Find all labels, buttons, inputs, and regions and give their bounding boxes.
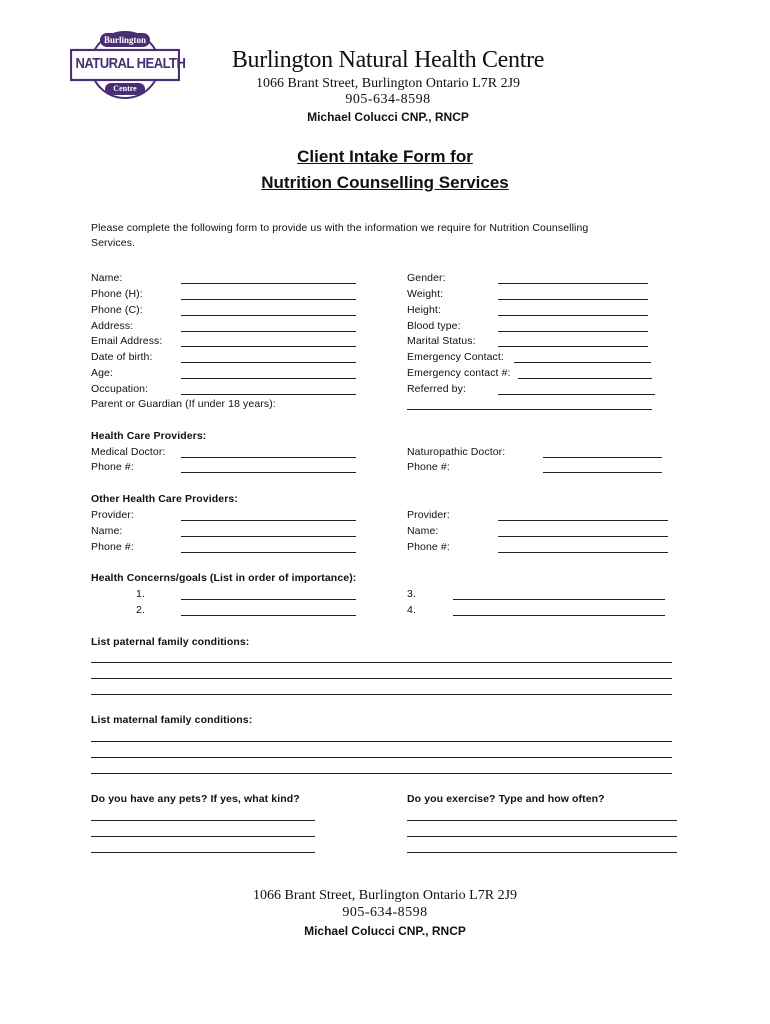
other-providers-heading: Other Health Care Providers: bbox=[91, 493, 238, 505]
phone-home-field[interactable] bbox=[181, 299, 356, 300]
dob-field[interactable] bbox=[181, 362, 356, 363]
provider-left-field[interactable] bbox=[181, 520, 356, 521]
provider-right-field[interactable] bbox=[498, 520, 668, 521]
intro-line1: Please complete the following form to provide us with the information we require for Nutrition Counselling bbox=[91, 222, 589, 234]
footer-address: 1066 Brant Street, Burlington Ontario L7R 2J9 bbox=[252, 888, 518, 903]
health-care-heading: Health Care Providers: bbox=[91, 430, 207, 442]
practitioner-name: Michael Colucci CNP., RNCP bbox=[307, 110, 469, 124]
referred-by-field[interactable] bbox=[498, 394, 655, 395]
naturopathic-doctor-label: Naturopathic Doctor: bbox=[407, 446, 506, 458]
md-phone-label: Phone #: bbox=[91, 461, 134, 473]
pets-line-3[interactable] bbox=[91, 852, 315, 853]
phone-home-label: Phone (H): bbox=[91, 288, 143, 300]
phone-right-field[interactable] bbox=[498, 552, 668, 553]
gender-label: Gender: bbox=[407, 272, 446, 284]
height-field[interactable] bbox=[498, 315, 648, 316]
address-label: Address: bbox=[91, 320, 134, 332]
concern-num-3: 3. bbox=[407, 588, 416, 600]
logo-bottom-text: Centre bbox=[113, 84, 137, 93]
emergency-contact-label: Emergency Contact: bbox=[407, 351, 504, 363]
concern-field-2[interactable] bbox=[181, 615, 356, 616]
name-right-label: Name: bbox=[407, 525, 439, 537]
form-title-line1: Client Intake Form for bbox=[297, 147, 473, 166]
exercise-line-3[interactable] bbox=[407, 852, 677, 853]
gender-field[interactable] bbox=[498, 283, 648, 284]
clinic-phone: 905-634-8598 bbox=[345, 92, 431, 107]
concern-num-2: 2. bbox=[136, 604, 145, 616]
blood-type-label: Blood type: bbox=[407, 320, 461, 332]
phone-left-label: Phone #: bbox=[91, 541, 134, 553]
concern-field-4[interactable] bbox=[453, 615, 665, 616]
pets-heading: Do you have any pets? If yes, what kind? bbox=[91, 793, 300, 805]
provider-left-label: Provider: bbox=[91, 509, 134, 521]
exercise-line-2[interactable] bbox=[407, 836, 677, 837]
paternal-line-1[interactable] bbox=[91, 662, 672, 663]
phone-cell-field[interactable] bbox=[181, 315, 356, 316]
medical-doctor-field[interactable] bbox=[181, 457, 356, 458]
emergency-contact-field[interactable] bbox=[514, 362, 651, 363]
clinic-name: Burlington Natural Health Centre bbox=[231, 47, 545, 73]
concerns-heading: Health Concerns/goals (List in order of importance): bbox=[91, 572, 357, 584]
phone-left-field[interactable] bbox=[181, 552, 356, 553]
referred-by-label: Referred by: bbox=[407, 383, 466, 395]
blood-type-field[interactable] bbox=[498, 331, 648, 332]
height-label: Height: bbox=[407, 304, 441, 316]
form-title-line2: Nutrition Counselling Services bbox=[261, 173, 509, 192]
medical-doctor-label: Medical Doctor: bbox=[91, 446, 166, 458]
provider-right-label: Provider: bbox=[407, 509, 450, 521]
exercise-heading: Do you exercise? Type and how often? bbox=[407, 793, 605, 805]
dob-label: Date of birth: bbox=[91, 351, 153, 363]
pets-line-1[interactable] bbox=[91, 820, 315, 821]
paternal-heading: List paternal family conditions: bbox=[91, 636, 250, 648]
nd-phone-field[interactable] bbox=[543, 472, 662, 473]
marital-status-field[interactable] bbox=[498, 346, 648, 347]
address-field[interactable] bbox=[181, 331, 356, 332]
email-label: Email Address: bbox=[91, 335, 163, 347]
maternal-line-1[interactable] bbox=[91, 741, 672, 742]
name-field[interactable] bbox=[181, 283, 356, 284]
emergency-contact-num-field[interactable] bbox=[518, 378, 652, 379]
email-field[interactable] bbox=[181, 346, 356, 347]
referred-by-field-2[interactable] bbox=[407, 409, 652, 410]
maternal-line-3[interactable] bbox=[91, 773, 672, 774]
emergency-contact-num-label: Emergency contact #: bbox=[407, 367, 511, 379]
age-field[interactable] bbox=[181, 378, 356, 379]
clinic-address: 1066 Brant Street, Burlington Ontario L7R 2J9 bbox=[255, 76, 521, 91]
footer-practitioner: Michael Colucci CNP., RNCP bbox=[304, 924, 466, 938]
maternal-heading: List maternal family conditions: bbox=[91, 714, 253, 726]
age-label: Age: bbox=[91, 367, 113, 379]
intro-line2: Services. bbox=[91, 237, 136, 249]
paternal-line-2[interactable] bbox=[91, 678, 672, 679]
phone-cell-label: Phone (C): bbox=[91, 304, 143, 316]
nd-phone-label: Phone #: bbox=[407, 461, 450, 473]
guardian-label: Parent or Guardian (If under 18 years): bbox=[91, 398, 276, 410]
footer-phone: 905-634-8598 bbox=[342, 905, 428, 920]
logo-top-text: Burlington bbox=[103, 35, 146, 45]
name-label: Name: bbox=[91, 272, 123, 284]
maternal-line-2[interactable] bbox=[91, 757, 672, 758]
paternal-line-3[interactable] bbox=[91, 694, 672, 695]
concern-field-3[interactable] bbox=[453, 599, 665, 600]
name-left-label: Name: bbox=[91, 525, 123, 537]
logo-main-text: NATURAL HEALTH bbox=[75, 56, 186, 72]
concern-num-1: 1. bbox=[136, 588, 145, 600]
md-phone-field[interactable] bbox=[181, 472, 356, 473]
occupation-field[interactable] bbox=[181, 394, 356, 395]
pets-line-2[interactable] bbox=[91, 836, 315, 837]
marital-status-label: Marital Status: bbox=[407, 335, 476, 347]
exercise-line-1[interactable] bbox=[407, 820, 677, 821]
name-right-field[interactable] bbox=[498, 536, 668, 537]
weight-field[interactable] bbox=[498, 299, 648, 300]
phone-right-label: Phone #: bbox=[407, 541, 450, 553]
weight-label: Weight: bbox=[407, 288, 444, 300]
concern-num-4: 4. bbox=[407, 604, 416, 616]
occupation-label: Occupation: bbox=[91, 383, 149, 395]
naturopathic-doctor-field[interactable] bbox=[543, 457, 662, 458]
concern-field-1[interactable] bbox=[181, 599, 356, 600]
name-left-field[interactable] bbox=[181, 536, 356, 537]
